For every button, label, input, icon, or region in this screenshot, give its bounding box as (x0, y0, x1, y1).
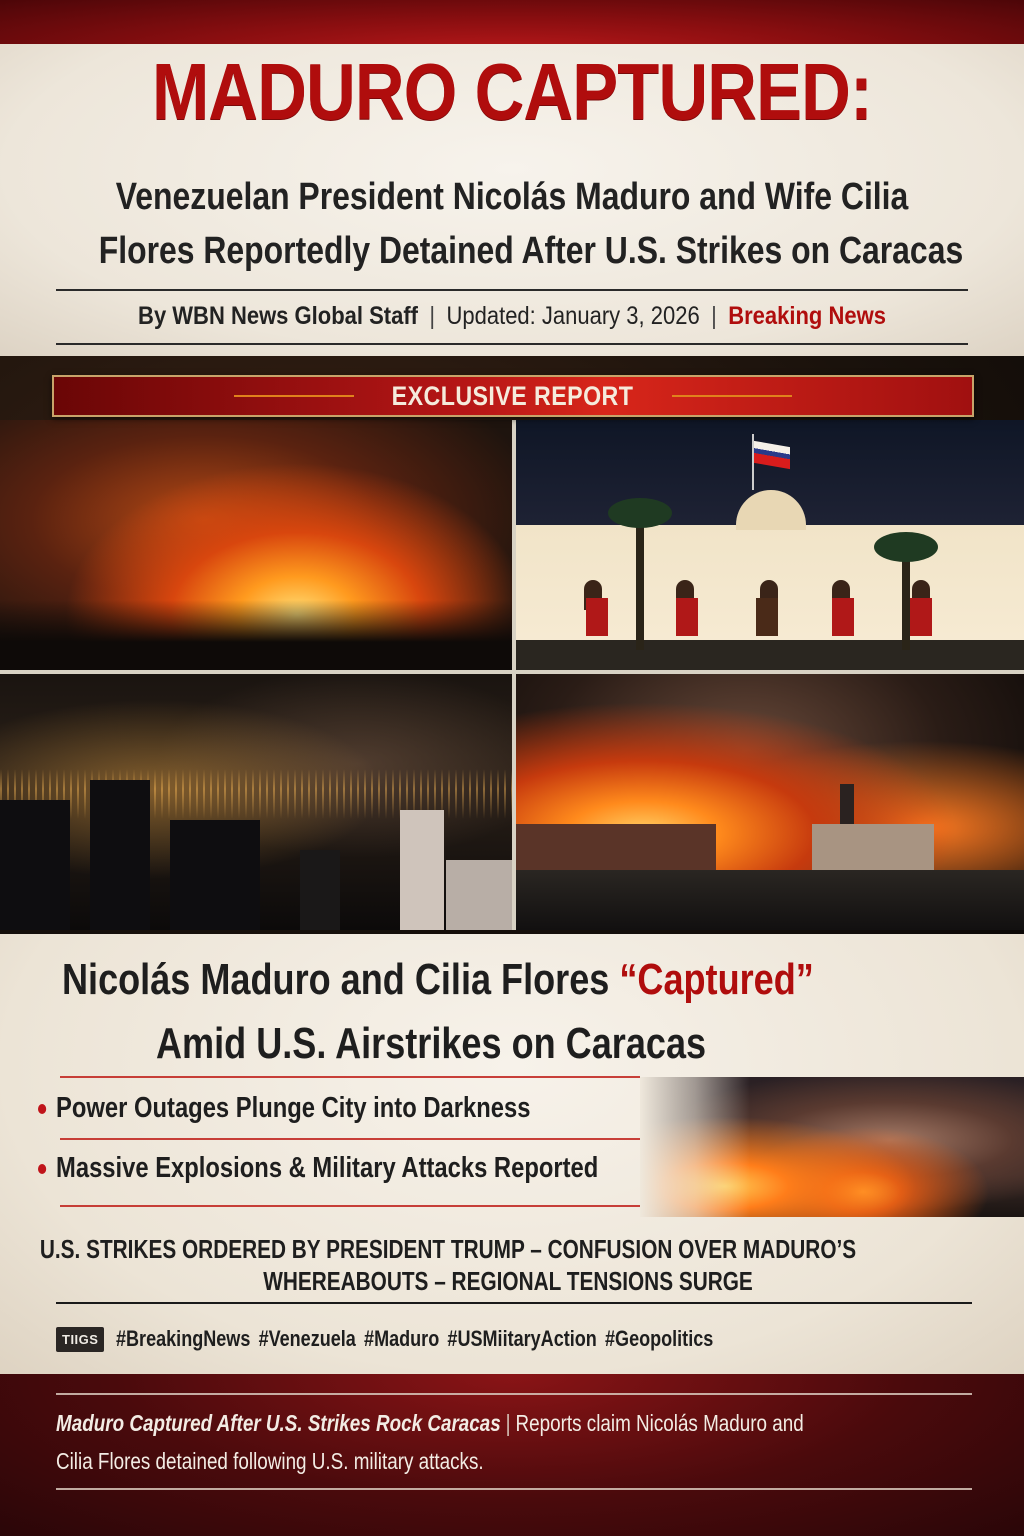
hashtag[interactable]: #Venezuela (259, 1326, 357, 1351)
footer-text-1: Reports claim Nicolás Maduro and (515, 1410, 804, 1436)
byline-separator: | (711, 302, 717, 330)
building (170, 820, 260, 930)
flag-icon (754, 441, 790, 469)
bell-tower (840, 784, 854, 824)
byline-top-rule (56, 289, 968, 291)
palm-tree (636, 520, 644, 650)
top-red-band (0, 0, 1024, 44)
banner-decoration-left (234, 395, 354, 397)
tags-badge: TIIGS (56, 1327, 104, 1352)
palace-main-door (756, 598, 778, 636)
building (90, 780, 150, 930)
palm-tree (902, 554, 910, 650)
bullet-text: Power Outages Plunge City into Darkness (56, 1092, 531, 1124)
footer-summary-line-2: Cilia Flores detained following U.S. military attacks. (56, 1448, 484, 1474)
dek-line-1: U.S. STRIKES ORDERED BY PRESIDENT TRUMP – CONFUSION OVER MADURO’S (39, 1234, 857, 1264)
story-headline-line-1 (62, 955, 902, 1004)
bullet-item (38, 1154, 598, 1183)
byline-updated: Updated: January 3, 2026 (446, 302, 700, 330)
byline-bottom-rule (56, 343, 968, 345)
exclusive-report-banner (52, 375, 974, 417)
bullet-rule-bottom (60, 1205, 640, 1207)
photo-divider-horizontal (0, 670, 1024, 674)
building (446, 860, 512, 930)
bullet-rule-middle (60, 1138, 640, 1140)
photo-government-palace (516, 420, 1024, 670)
dek-bottom-rule (56, 1302, 972, 1304)
palace-door (910, 598, 932, 636)
building (400, 810, 444, 930)
byline-author: By WBN News Global Staff (138, 302, 418, 330)
bullet-item (38, 1094, 530, 1123)
building (300, 850, 340, 930)
hashtag[interactable]: #Geopolitics (605, 1326, 714, 1351)
bullet-dot-icon (38, 1104, 46, 1114)
hashtag[interactable]: #USMiitaryAction (447, 1326, 598, 1351)
bullet-text: Massive Explosions & Military Attacks Reported (56, 1152, 599, 1184)
footer-rule-top (56, 1393, 972, 1395)
bullet-dot-icon (38, 1164, 46, 1174)
photo-explosions-horizon (640, 1077, 1024, 1217)
hashtag[interactable]: #Maduro (364, 1326, 440, 1351)
byline-separator: | (429, 302, 436, 330)
footer-title: Maduro Captured After U.S. Strikes Rock Caracas (56, 1410, 501, 1436)
footer-separator: | (505, 1410, 511, 1436)
story-headline-accent: “Captured” (619, 955, 814, 1004)
banner-decoration-right (672, 395, 792, 397)
palace-door (832, 598, 854, 636)
hashtag-list (116, 1326, 713, 1352)
photo-divider-vertical (512, 420, 516, 930)
main-headline: MADURO CAPTURED: (151, 47, 873, 136)
palace-door (586, 598, 608, 636)
palace-dome (736, 490, 806, 530)
ground (516, 870, 1024, 930)
banner-label: EXCLUSIVE REPORT (392, 380, 634, 411)
photo-burning-buildings (516, 674, 1024, 930)
photo-city-fire (0, 420, 512, 670)
footer-rule-bottom (56, 1488, 972, 1490)
footer-summary-line-1 (56, 1412, 804, 1435)
palace-door (676, 598, 698, 636)
photo-city-skyline (0, 674, 512, 930)
hashtag[interactable]: #BreakingNews (116, 1326, 251, 1351)
building (0, 800, 70, 930)
byline (61, 302, 962, 331)
breaking-news-tag[interactable]: Breaking News (728, 302, 886, 330)
tags-row (56, 1326, 845, 1352)
story-headline-prefix: Nicolás Maduro and Cilia Flores (62, 955, 620, 1004)
dek-line-2: WHEREABOUTS – REGIONAL TENSIONS SURGE (263, 1266, 753, 1296)
subheadline-line-2: Flores Reportedly Detained After U.S. Strikes on Caracas (98, 230, 964, 272)
bullet-rule-top (60, 1076, 640, 1078)
subheadline-line-1: Venezuelan President Nicolás Maduro and Wife Cilia (115, 176, 909, 218)
story-headline-line-2: Amid U.S. Airstrikes on Caracas (156, 1019, 707, 1068)
